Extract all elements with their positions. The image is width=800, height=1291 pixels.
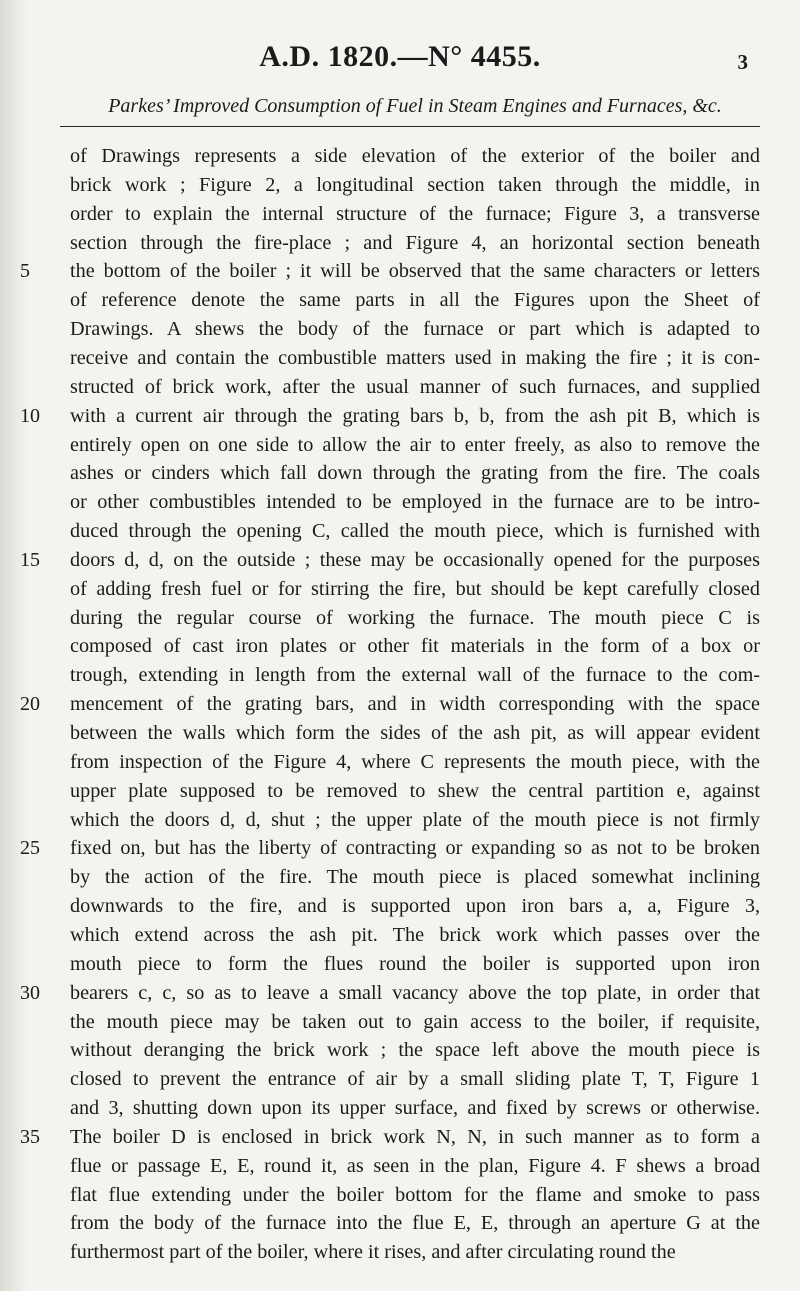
- page-gutter-shadow: [0, 0, 28, 1291]
- text-line: order to explain the internal structure of the furnace; Figure 3, a transverse: [70, 202, 760, 225]
- line-number: 30: [20, 981, 40, 1004]
- text-line: trough, extending in length from the external wall of the furnace to the com-: [70, 664, 760, 687]
- text-line: composed of cast iron plates or other fit materials in the form of a box or: [70, 635, 760, 658]
- text-line: bearers c, c, so as to leave a small vacancy above the top plate, in order that: [70, 981, 760, 1004]
- text-line: upper plate supposed to be removed to shew the central partition e, against: [70, 779, 760, 802]
- text-line: with a current air through the grating bars b, b, from the ash pit B, which is: [70, 404, 760, 427]
- page-number: 3: [737, 50, 748, 74]
- text-line: by the action of the fire. The mouth piece is placed somewhat inclining: [70, 866, 760, 889]
- text-line: flue or passage E, E, round it, as seen in the plan, Figure 4. F shews a broad: [70, 1154, 760, 1177]
- text-line: section through the fire-place ; and Figure 4, an horizontal section beneath: [70, 231, 760, 254]
- text-line: of Drawings represents a side elevation of the exterior of the boiler and: [70, 145, 760, 167]
- text-line: Drawings. A shews the body of the furnace or part which is adapted to: [70, 318, 760, 341]
- line-number: 15: [20, 548, 40, 571]
- text-line: flat flue extending under the boiler bottom for the flame and smoke to pass: [70, 1183, 760, 1206]
- text-line: fixed on, but has the liberty of contracting or expanding so as not to be broken: [70, 837, 760, 860]
- text-line: of adding fresh fuel or for stirring the fire, but should be kept carefully closed: [70, 577, 760, 600]
- text-line: downwards to the fire, and is supported upon iron bars a, a, Figure 3,: [70, 895, 760, 918]
- text-line: during the regular course of working the furnace. The mouth piece C is: [70, 606, 760, 629]
- text-line: mencement of the grating bars, and in width corresponding with the space: [70, 693, 760, 716]
- text-line: mouth piece to form the flues round the boiler is supported upon iron: [70, 952, 760, 975]
- line-number: 35: [20, 1125, 40, 1148]
- header-rule: [60, 126, 760, 127]
- text-line: from the body of the furnace into the flue E, E, through an aperture G at the: [70, 1212, 760, 1235]
- text-line: the bottom of the boiler ; it will be observed that the same characters or letters: [70, 260, 760, 283]
- text-line: without deranging the brick work ; the space left above the mouth piece is: [70, 1039, 760, 1062]
- text-line: brick work ; Figure 2, a longitudinal section taken through the middle, in: [70, 173, 760, 196]
- text-line: which extend across the ash pit. The brick work which passes over the: [70, 923, 760, 946]
- text-line: doors d, d, on the outside ; these may be occasionally opened for the purposes: [70, 548, 760, 571]
- running-head: Parkes’ Improved Consumption of Fuel in Steam Engines and Furnaces, &c.: [108, 95, 722, 117]
- text-line: between the walls which form the sides of the ash pit, as will appear evident: [70, 722, 760, 744]
- line-number: 10: [20, 404, 40, 427]
- text-line: or other combustibles intended to be employed in the furnace are to be intro-: [70, 491, 760, 514]
- text-line: ashes or cinders which fall down through the grating from the fire. The coals: [70, 462, 760, 485]
- text-line: duced through the opening C, called the mouth piece, which is furnished with: [70, 520, 760, 543]
- text-line: furthermost part of the boiler, where it rises, and after circulating round the: [70, 1241, 676, 1264]
- text-line: and 3, shutting down upon its upper surface, and fixed by screws or otherwise.: [70, 1097, 760, 1120]
- text-line: the mouth piece may be taken out to gain access to the boiler, if requisite,: [70, 1010, 760, 1033]
- text-line: The boiler D is enclosed in brick work N, N, in such manner as to form a: [70, 1125, 760, 1148]
- text-line: structed of brick work, after the usual manner of such furnaces, and supplied: [70, 375, 760, 398]
- text-line: receive and contain the combustible matters used in making the fire ; it is con-: [70, 346, 760, 369]
- document-title: A.D. 1820.—N° 4455.: [259, 40, 541, 73]
- text-line: which the doors d, d, shut ; the upper plate of the mouth piece is not firmly: [70, 808, 760, 831]
- line-number: 25: [20, 837, 40, 860]
- line-number: 20: [20, 693, 40, 716]
- text-line: from inspection of the Figure 4, where C represents the mouth piece, with the: [70, 750, 760, 773]
- text-line: closed to prevent the entrance of air by a small sliding plate T, T, Figure 1: [70, 1068, 760, 1091]
- text-line: of reference denote the same parts in all the Figures upon the Sheet of: [70, 289, 760, 312]
- text-line: entirely open on one side to allow the air to enter freely, as also to remove the: [70, 433, 760, 456]
- line-number: 5: [20, 260, 30, 283]
